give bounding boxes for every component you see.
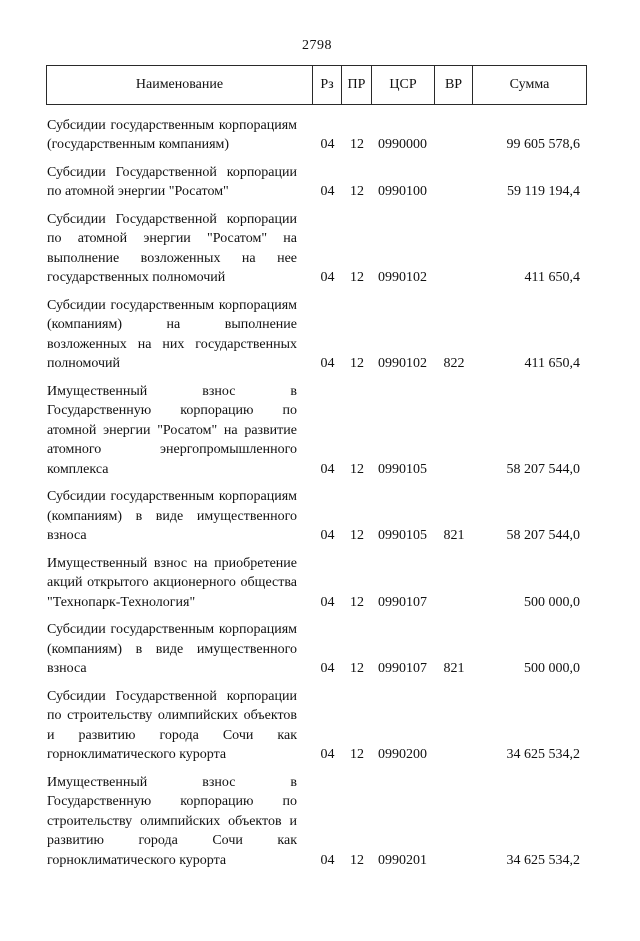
pr-cell: 12 bbox=[350, 661, 364, 676]
rz-cell: 04 bbox=[320, 356, 335, 371]
column-header-sum: Сумма bbox=[509, 76, 550, 92]
csr-cell: 0990102 bbox=[378, 270, 427, 285]
rz-cell: 04 bbox=[320, 184, 335, 199]
sum-cell: 99 605 578,6 bbox=[506, 137, 580, 152]
pr-cell: 12 bbox=[350, 461, 364, 477]
rz-cell: 04 bbox=[320, 747, 335, 762]
pr-cell: 12 bbox=[350, 137, 364, 152]
csr-cell: 0990105 bbox=[378, 461, 427, 477]
column-header-name: Наименование bbox=[47, 66, 313, 104]
table-row bbox=[47, 382, 587, 480]
name-cell: Субсидии Государственной корпорации по атомной энергии "Росатом" на выполнение возложенных на нее государственных полномочий bbox=[47, 211, 297, 285]
column-header-vr: ВР bbox=[435, 66, 473, 104]
name-cell: Имущественный взнос в Государственную корпорацию по строительству олимпийских объектов и развитию города Сочи как горноклиматического курорта bbox=[47, 774, 297, 868]
rz-cell: 04 bbox=[320, 137, 335, 152]
csr-cell: 0990200 bbox=[378, 747, 427, 762]
rz-cell: 04 bbox=[320, 461, 335, 477]
table-row bbox=[47, 554, 587, 613]
name-cell: Субсидии государственным корпорациям (компаниям) на выполнение возложенных на них государственных полномочий bbox=[47, 297, 297, 371]
csr-cell: 0990107 bbox=[378, 594, 427, 610]
table-row bbox=[47, 620, 587, 679]
sum-cell: 411 650,4 bbox=[524, 270, 580, 285]
vr-cell: 821 bbox=[443, 661, 465, 676]
table-body bbox=[47, 116, 587, 871]
csr-cell: 0990000 bbox=[378, 137, 427, 152]
sum-cell: 500 000,0 bbox=[524, 594, 580, 610]
rz-cell: 04 bbox=[320, 270, 335, 285]
sum-cell: 500 000,0 bbox=[524, 661, 580, 676]
table-row bbox=[47, 210, 587, 288]
name-cell: Субсидии государственным корпорациям (компаниям) в виде имущественного взноса bbox=[47, 489, 297, 543]
column-header-csr: ЦСР bbox=[372, 66, 435, 104]
name-cell: Субсидии Государственной корпорации по строительству олимпийских объектов и развитию города Сочи как горноклиматического курорта bbox=[47, 688, 297, 762]
pr-cell: 12 bbox=[350, 528, 364, 543]
pr-cell: 12 bbox=[350, 747, 364, 762]
name-cell: Имущественный взнос в Государственную корпорацию по атомной энергии "Росатом" на развитие атомного энергопромышленного комплекса bbox=[47, 383, 297, 477]
rz-cell: 04 bbox=[320, 528, 335, 543]
column-header-rz: Рз bbox=[313, 66, 342, 104]
table-row bbox=[47, 163, 587, 202]
table-header-row bbox=[46, 65, 587, 105]
column-header-pr: ПР bbox=[342, 66, 372, 104]
csr-cell: 0990105 bbox=[378, 528, 427, 543]
csr-cell: 0990201 bbox=[378, 852, 427, 868]
table-row bbox=[47, 773, 587, 871]
pr-cell: 12 bbox=[350, 184, 364, 199]
name-cell: Субсидии государственным корпорациям (компаниям) в виде имущественного взноса bbox=[47, 622, 297, 676]
sum-cell: 58 207 544,0 bbox=[506, 461, 580, 477]
page-number: 2798 bbox=[302, 38, 332, 53]
pr-cell: 12 bbox=[350, 270, 364, 285]
pr-cell: 12 bbox=[350, 356, 364, 371]
sum-cell: 34 625 534,2 bbox=[506, 852, 580, 868]
csr-cell: 0990102 bbox=[378, 356, 427, 371]
table-row bbox=[47, 687, 587, 765]
vr-cell: 821 bbox=[443, 528, 465, 543]
csr-cell: 0990100 bbox=[378, 184, 427, 199]
sum-cell: 34 625 534,2 bbox=[506, 747, 580, 762]
table-row bbox=[47, 116, 587, 155]
sum-cell: 411 650,4 bbox=[524, 356, 580, 371]
name-cell: Субсидии государственным корпорациям (государственным компаниям) bbox=[47, 117, 297, 152]
sum-cell: 58 207 544,0 bbox=[506, 528, 580, 543]
rz-cell: 04 bbox=[320, 852, 335, 868]
sum-cell: 59 119 194,4 bbox=[507, 184, 580, 199]
rz-cell: 04 bbox=[320, 661, 335, 676]
table-row bbox=[47, 487, 587, 546]
name-cell: Имущественный взнос на приобретение акций открытого акционерного общества "Технопарк-Технология" bbox=[47, 555, 297, 610]
rz-cell: 04 bbox=[320, 594, 335, 610]
pr-cell: 12 bbox=[350, 594, 364, 610]
vr-cell: 822 bbox=[443, 356, 465, 371]
pr-cell: 12 bbox=[350, 852, 364, 868]
name-cell: Субсидии Государственной корпорации по атомной энергии "Росатом" bbox=[47, 164, 297, 199]
csr-cell: 0990107 bbox=[378, 661, 427, 676]
table-row bbox=[47, 296, 587, 374]
